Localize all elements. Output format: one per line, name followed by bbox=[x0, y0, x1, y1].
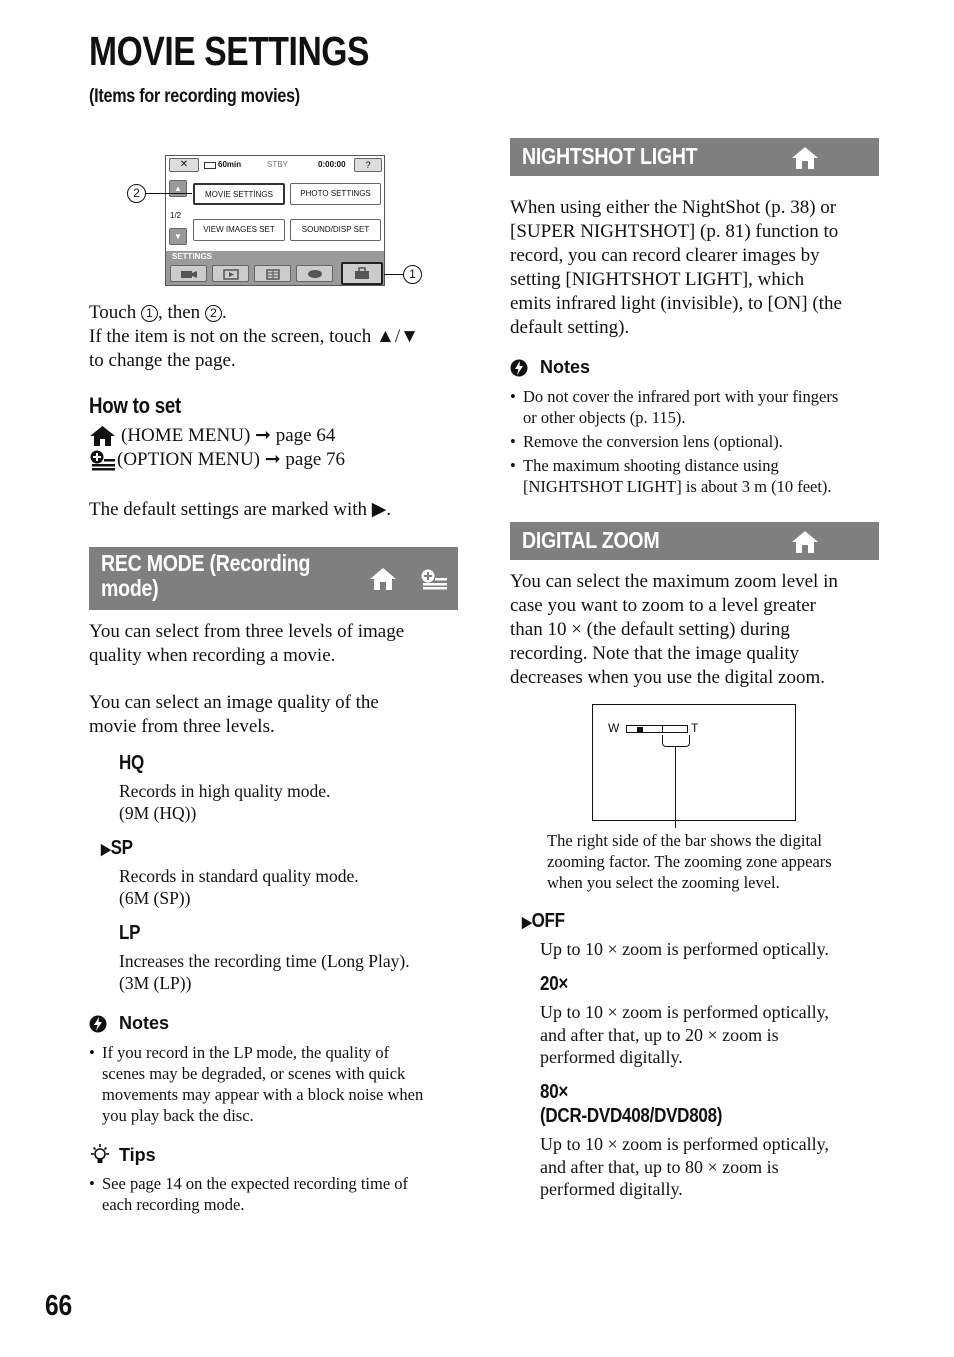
default-note: The default settings are marked with ▶. bbox=[89, 499, 392, 520]
note-line: • Do not cover the infrared port with your fingers bbox=[523, 387, 839, 406]
notes-icon bbox=[510, 359, 528, 377]
note-line: or other objects (p. 115). bbox=[523, 408, 686, 427]
page-instruction-2: to change the page. bbox=[89, 350, 236, 371]
nightshot-line: [SUPER NIGHTSHOT] (p. 81) function to bbox=[510, 221, 839, 242]
caption-line: The right side of the bar shows the digital bbox=[547, 831, 822, 850]
home-icon bbox=[791, 530, 819, 554]
tab-disc[interactable] bbox=[296, 265, 333, 282]
home-menu-line bbox=[89, 424, 345, 448]
zoom-line: than 10 × (the default setting) during bbox=[510, 619, 790, 640]
option-label: 80× bbox=[540, 1081, 569, 1103]
tip-line: each recording mode. bbox=[102, 1195, 245, 1214]
how-to-set-heading: How to set bbox=[89, 393, 181, 418]
nightshot-line: emits infrared light (invisible), to [ON] (the bbox=[510, 293, 842, 314]
rec-option-lp-desc bbox=[119, 950, 410, 994]
zoom-divider bbox=[662, 726, 663, 732]
page-subtitle: (Items for recording movies) bbox=[89, 86, 300, 107]
zoom-line: recording. Note that the image quality bbox=[510, 643, 800, 664]
option-desc: Records in standard quality mode. bbox=[119, 866, 359, 886]
lightbulb-icon bbox=[89, 1143, 111, 1167]
option-desc: Up to 10 × zoom is performed optically. bbox=[540, 939, 829, 959]
rec-notes-heading bbox=[89, 1013, 169, 1034]
option-label: 20× bbox=[540, 973, 569, 995]
zoom-bar bbox=[626, 725, 688, 733]
zoom-caption bbox=[547, 830, 832, 893]
option-desc: (3M (LP)) bbox=[119, 973, 192, 993]
home-icon bbox=[89, 425, 116, 447]
option-desc: performed digitally. bbox=[540, 1047, 683, 1067]
status-text: STBY bbox=[267, 160, 288, 169]
option-menu-text: (OPTION MENU) ➞ page 76 bbox=[117, 449, 346, 470]
rec-mode-title-2: mode) bbox=[101, 575, 159, 601]
circle-2: 2 bbox=[205, 305, 222, 322]
movie-settings-button[interactable]: MOVIE SETTINGS bbox=[193, 183, 285, 205]
home-icon bbox=[791, 146, 819, 170]
settings-label: SETTINGS bbox=[172, 252, 213, 261]
tip-line: • See page 14 on the expected recording time of bbox=[102, 1174, 409, 1193]
note-item bbox=[510, 386, 890, 428]
view-images-set-button[interactable]: VIEW IMAGES SET bbox=[193, 219, 285, 241]
default-marker: ▶ bbox=[101, 841, 111, 858]
note-line: movements may appear with a block noise when bbox=[102, 1085, 424, 1104]
zoom-option-off-desc bbox=[540, 938, 829, 960]
nightshot-paragraph bbox=[510, 196, 842, 340]
rec-mode-p2-line1: You can select an image quality of the bbox=[89, 692, 379, 713]
note-item bbox=[89, 1042, 459, 1126]
option-menu-line bbox=[89, 448, 345, 472]
digital-zoom-title: DIGITAL ZOOM bbox=[522, 527, 660, 553]
rec-mode-bar bbox=[89, 547, 458, 610]
rec-mode-paragraph-2 bbox=[89, 691, 379, 739]
nightshot-line: When using either the NightShot (p. 38) or bbox=[510, 197, 837, 218]
help-button[interactable]: ? bbox=[354, 158, 382, 172]
close-button[interactable]: ✕ bbox=[169, 158, 199, 172]
option-desc: and after that, up to 20 × zoom is bbox=[540, 1024, 779, 1045]
touch-instruction bbox=[89, 301, 419, 325]
rec-option-hq-desc bbox=[119, 780, 330, 824]
rec-mode-paragraph-1 bbox=[89, 620, 404, 668]
rec-mode-title-1: REC MODE (Recording bbox=[101, 550, 311, 576]
rec-mode-p1-line1: You can select from three levels of image bbox=[89, 621, 405, 642]
rec-option-lp bbox=[101, 922, 144, 945]
notes-label: Notes bbox=[119, 1013, 170, 1033]
note-line: you play back the disc. bbox=[102, 1106, 254, 1125]
how-to-set-list bbox=[89, 424, 345, 472]
sound-disp-set-button[interactable]: SOUND/DISP SET bbox=[290, 219, 381, 241]
option-label: OFF bbox=[531, 910, 565, 932]
nightshot-title: NIGHTSHOT LIGHT bbox=[522, 143, 698, 169]
zoom-line: You can select the maximum zoom level in bbox=[510, 571, 838, 592]
rec-option-sp-desc bbox=[119, 865, 359, 909]
zoom-option-80x bbox=[540, 1080, 722, 1128]
nightshot-notes-heading bbox=[510, 357, 590, 378]
note-item bbox=[510, 455, 890, 497]
zoom-position bbox=[637, 727, 643, 732]
nightshot-notes-list bbox=[510, 386, 890, 497]
note-line: [NIGHTSHOT LIGHT] is about 3 m (10 feet). bbox=[523, 477, 832, 496]
callout-1-leader bbox=[384, 274, 403, 275]
nightshot-line: record, you can record clearer images by bbox=[510, 245, 820, 266]
default-marker: ▶ bbox=[522, 914, 532, 931]
touch-c: . bbox=[221, 302, 227, 323]
note-line: • The maximum shooting distance using bbox=[523, 456, 779, 475]
rec-mode-p2-line2: movie from three levels. bbox=[89, 716, 275, 737]
zoom-w-label: W bbox=[608, 721, 620, 735]
tab-camera[interactable] bbox=[170, 265, 207, 282]
home-menu-text: (HOME MENU) ➞ page 64 bbox=[121, 425, 336, 446]
option-desc: Increases the recording time (Long Play). bbox=[119, 951, 410, 971]
photo-settings-button[interactable]: PHOTO SETTINGS bbox=[290, 183, 381, 205]
lcd-screen bbox=[165, 155, 385, 286]
zoom-option-off bbox=[522, 910, 565, 933]
note-line: • If you record in the LP mode, the quality of bbox=[102, 1043, 390, 1062]
notes-icon bbox=[89, 1015, 107, 1033]
zoom-option-20x-desc bbox=[540, 1001, 829, 1069]
option-model: (DCR-DVD408/DVD808) bbox=[540, 1105, 723, 1127]
page-number: 66 bbox=[45, 1290, 72, 1322]
zoom-option-20x bbox=[540, 973, 568, 996]
note-line: scenes may be degraded, or scenes with quick bbox=[102, 1064, 406, 1083]
tab-list[interactable] bbox=[254, 265, 291, 282]
page-down-button[interactable]: ▼ bbox=[169, 228, 187, 245]
option-label: SP bbox=[110, 837, 133, 859]
zoom-line: case you want to zoom to a level greater bbox=[510, 595, 816, 616]
option-menu-icon bbox=[89, 449, 116, 471]
page-instruction: If the item is not on the screen, touch ▲/▼ bbox=[89, 326, 419, 347]
note-item bbox=[510, 431, 890, 452]
zoom-diagram bbox=[592, 704, 796, 821]
callout-1: 1 bbox=[403, 265, 422, 284]
option-desc: Up to 10 × zoom is performed optically, bbox=[540, 1134, 829, 1154]
note-line: • Remove the conversion lens (optional). bbox=[523, 432, 783, 451]
option-desc: Up to 10 × zoom is performed optically, bbox=[540, 1002, 829, 1022]
zoom-line: decreases when you use the digital zoom. bbox=[510, 667, 825, 688]
caption-line: when you select the zooming level. bbox=[547, 873, 780, 892]
tab-settings[interactable] bbox=[341, 262, 383, 285]
timecode: 0:00:00 bbox=[318, 160, 346, 169]
option-desc: and after that, up to 80 × zoom is bbox=[540, 1156, 779, 1177]
page-up-button[interactable]: ▲ bbox=[169, 180, 187, 197]
callout-2: 2 bbox=[127, 184, 146, 203]
option-desc: (9M (HQ)) bbox=[119, 803, 197, 823]
rec-option-sp bbox=[101, 837, 133, 860]
nightshot-line: setting [NIGHTSHOT LIGHT], which bbox=[510, 269, 805, 290]
option-label: LP bbox=[119, 922, 141, 944]
nightshot-bar bbox=[510, 138, 879, 176]
circle-1: 1 bbox=[141, 305, 158, 322]
zoom-t-label: T bbox=[691, 721, 699, 735]
option-label: HQ bbox=[119, 752, 144, 774]
caption-line: zooming factor. The zooming zone appears bbox=[547, 852, 832, 871]
touch-a: Touch bbox=[89, 302, 141, 323]
rec-option-hq bbox=[101, 752, 148, 775]
digital-zoom-bar bbox=[510, 522, 879, 560]
callout-2-leader bbox=[146, 193, 192, 194]
zoom-option-80x-desc bbox=[540, 1133, 829, 1201]
zoom-leader-line bbox=[675, 746, 676, 828]
intro-text bbox=[89, 301, 419, 373]
tip-item bbox=[89, 1173, 459, 1215]
page-indicator: 1/2 bbox=[170, 211, 182, 220]
rec-mode-title bbox=[101, 551, 310, 601]
option-desc: Records in high quality mode. bbox=[119, 781, 331, 801]
option-desc: performed digitally. bbox=[540, 1179, 683, 1199]
home-icon bbox=[369, 567, 397, 591]
zoom-bracket bbox=[662, 735, 690, 747]
tips-label: Tips bbox=[119, 1144, 156, 1165]
option-menu-icon bbox=[420, 568, 448, 592]
rec-mode-p1-line2: quality when recording a movie. bbox=[89, 645, 336, 666]
battery-time: 60min bbox=[218, 160, 242, 169]
battery-icon bbox=[204, 162, 216, 169]
tips-heading bbox=[89, 1143, 156, 1167]
tab-playback[interactable] bbox=[212, 265, 249, 282]
digital-zoom-paragraph bbox=[510, 570, 838, 690]
option-desc: (6M (SP)) bbox=[119, 888, 191, 908]
touch-b: , then bbox=[157, 302, 205, 323]
nightshot-line: default setting). bbox=[510, 317, 630, 338]
notes-label: Notes bbox=[540, 357, 591, 377]
tips-list bbox=[89, 1173, 459, 1215]
page-title: MOVIE SETTINGS bbox=[89, 28, 370, 74]
rec-notes-list bbox=[89, 1042, 459, 1126]
